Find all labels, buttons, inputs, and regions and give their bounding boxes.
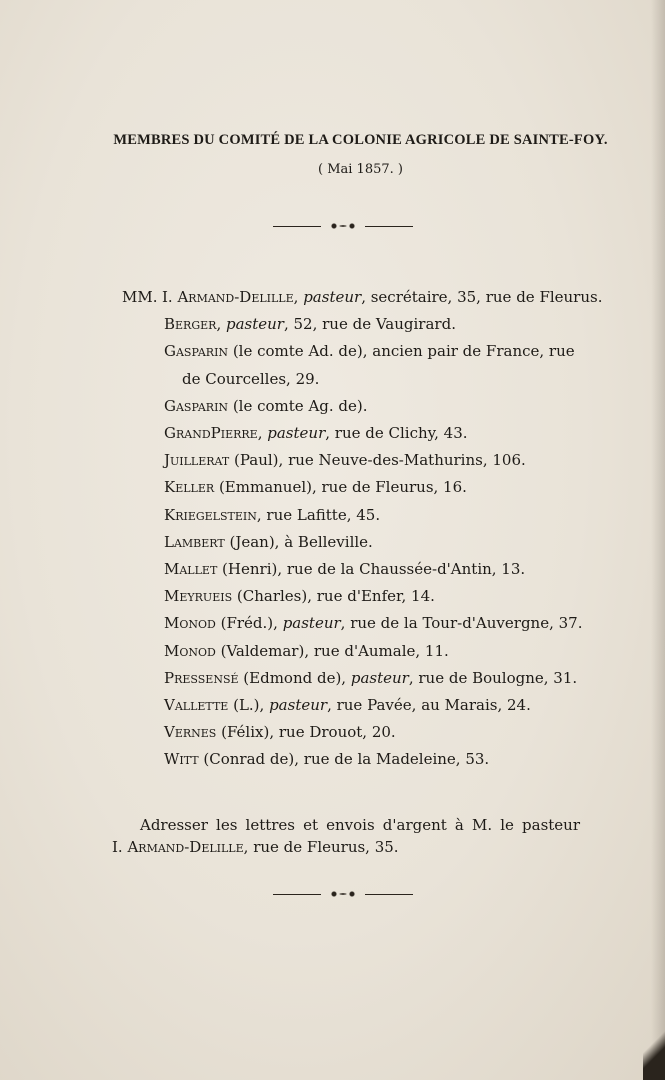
list-item <box>122 311 592 338</box>
members-list <box>122 284 603 774</box>
list-item <box>122 556 592 583</box>
address-line-2 <box>112 836 580 858</box>
list-item <box>122 447 592 474</box>
list-item <box>122 393 592 420</box>
member-name: Juillerat <box>164 451 230 470</box>
member-detail: , rue Lafitte, 45. <box>256 505 381 524</box>
list-item <box>122 338 592 365</box>
member-detail: (le comte Ad. de), ancien pair de France, rue <box>228 342 575 361</box>
member-name: Berger <box>164 315 217 334</box>
ornament-icon <box>325 222 361 230</box>
member-name: Vernes <box>164 723 217 742</box>
ornamental-rule-bottom <box>273 886 413 902</box>
member-name: GrandPierre <box>164 424 258 443</box>
member-detail: (Charles), rue d'Enfer, 14. <box>232 587 435 606</box>
list-item <box>122 529 592 556</box>
member-name: Monod <box>164 614 216 633</box>
member-name: Monod <box>164 641 216 660</box>
member-detail: de Courcelles, 29. <box>182 369 320 388</box>
ornament-icon <box>325 890 361 898</box>
member-name: Meyrueis <box>164 587 233 606</box>
list-item <box>122 366 592 393</box>
member-title: pasteur <box>267 424 326 443</box>
member-name: Witt <box>164 750 199 769</box>
list-item <box>122 719 592 746</box>
member-title: pasteur <box>303 288 362 306</box>
list-item <box>122 420 592 447</box>
list-item <box>122 610 592 637</box>
member-name: Kriegelstein <box>164 505 257 524</box>
member-name: Keller <box>164 478 215 497</box>
list-item <box>122 692 592 719</box>
member-name: Vallette <box>164 696 229 715</box>
ornamental-rule-top <box>273 218 413 234</box>
member-detail: (L.), <box>228 696 270 715</box>
list-item <box>122 746 592 773</box>
member-detail: , 52, rue de Vaugirard. <box>283 315 456 334</box>
member-detail: , rue de Boulogne, 31. <box>408 668 578 687</box>
rule-line <box>273 894 321 895</box>
member-detail: , rue de Clichy, 43. <box>325 424 468 443</box>
member-detail: , rue de la Tour-d'Auvergne, 37. <box>340 614 583 633</box>
member-detail: (le comte Ag. de). <box>228 396 368 415</box>
member-name: I. Armand-Delille <box>162 288 294 306</box>
member-detail: , <box>293 288 304 306</box>
member-detail: (Valdemar), rue d'Aumale, 11. <box>215 641 449 660</box>
member-detail: , secrétaire, 35, rue de Fleurus. <box>361 288 603 306</box>
list-item <box>122 502 592 529</box>
member-detail: (Emmanuel), rue de Fleurus, 16. <box>214 478 467 497</box>
list-item <box>122 583 592 610</box>
list-item <box>122 474 592 501</box>
member-name: Mallet <box>164 560 218 579</box>
rule-line <box>365 226 413 227</box>
member-detail: (Edmond de), <box>238 668 351 687</box>
member-title: pasteur <box>282 614 341 633</box>
address-line-1: Adresser les lettres et envois d'argent à M. le pasteur <box>140 816 580 834</box>
member-detail: (Jean), à Belleville. <box>224 532 373 551</box>
member-name: Lambert <box>164 532 225 551</box>
member-title: pasteur <box>225 315 284 334</box>
member-detail: , <box>257 424 268 443</box>
member-detail: (Fréd.), <box>215 614 283 633</box>
member-detail: (Félix), rue Drouot, 20. <box>216 723 396 742</box>
address-rest: , rue de Fleurus, 35. <box>243 838 399 856</box>
list-item <box>122 638 592 665</box>
date-line: ( Mai 1857. ) <box>318 162 403 177</box>
rule-line <box>273 226 321 227</box>
mm-prefix: MM. <box>122 288 158 306</box>
torn-corner <box>643 1020 665 1080</box>
list-item <box>122 284 603 311</box>
list-item <box>122 665 592 692</box>
member-detail: (Paul), rue Neuve-des-Mathurins, 106. <box>229 451 526 470</box>
address-note <box>112 814 580 858</box>
member-detail: (Conrad de), rue de la Madeleine, 53. <box>198 750 490 769</box>
rule-line <box>365 894 413 895</box>
member-name: Gasparin <box>164 396 229 415</box>
page-title: MEMBRES DU COMITÉ DE LA COLONIE AGRICOLE DE SAINTE-FOY. <box>113 132 608 148</box>
member-title: pasteur <box>269 696 328 715</box>
member-name: Gasparin <box>164 342 229 361</box>
member-title: pasteur <box>350 668 409 687</box>
address-name: I. Armand-Delille <box>112 838 244 856</box>
member-detail: , <box>216 315 226 334</box>
member-detail: , rue Pavée, au Marais, 24. <box>327 696 531 715</box>
member-name: Pressensé <box>164 668 239 687</box>
member-detail: (Henri), rue de la Chaussée-d'Antin, 13. <box>217 560 526 579</box>
